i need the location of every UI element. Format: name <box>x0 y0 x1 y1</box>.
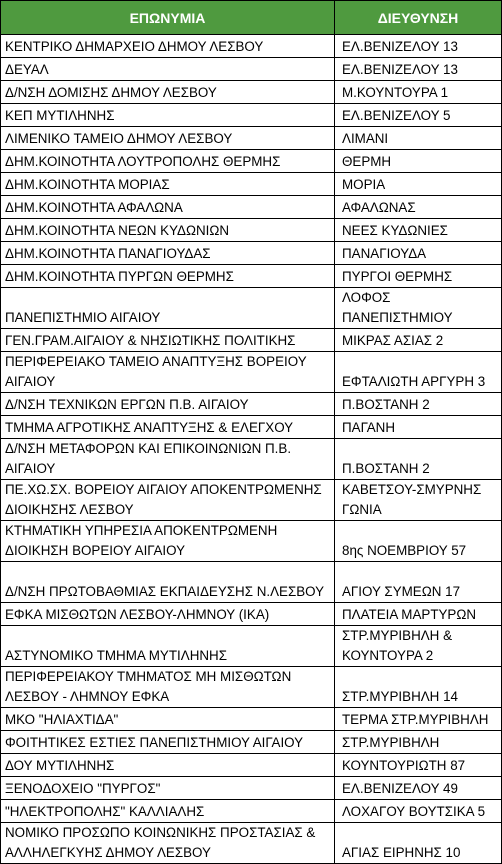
cell-address: ΑΓΙΟΥ ΣΥΜΕΩΝ 17 <box>335 562 502 603</box>
table-row <box>1 562 502 603</box>
table-row <box>1 127 502 150</box>
cell-address: ΕΛ.ΒΕΝΙΖΕΛΟΥ 5 <box>335 104 502 127</box>
table-row <box>1 35 502 58</box>
cell-name: ΠΕΡΙΦΕΡΕΙΑΚΟ ΤΑΜΕΙΟ ΑΝΑΠΤΥΞΗΣ ΒΟΡΕΙΟΥ ΑΙΓΑΙΟΥ <box>1 352 335 393</box>
table-row <box>1 265 502 288</box>
cell-address: ΝΕΕΣ ΚΥΔΩΝΙΕΣ <box>335 219 502 242</box>
cell-name: ΕΦΚΑ ΜΙΣΘΩΤΩΝ ΛΕΣΒΟΥ-ΛΗΜΝΟΥ (ΙΚΑ) <box>1 603 335 626</box>
cell-address: ΚΑΒΕΤΣΟΥ-ΣΜΥΡΝΗΣ ΓΩΝΙΑ <box>335 480 502 521</box>
table-row <box>1 731 502 754</box>
cell-address: ΛΙΜΑΝΙ <box>335 127 502 150</box>
cell-address: Π.ΒΟΣΤΑΝΗ 2 <box>335 393 502 416</box>
cell-address: ΠΛΑΤΕΙΑ ΜΑΡΤΥΡΩΝ <box>335 603 502 626</box>
cell-name: ΚΕΝΤΡΙΚΟ ΔΗΜΑΡΧΕΙΟ ΔΗΜΟΥ ΛΕΣΒΟΥ <box>1 35 335 58</box>
cell-name: ΓΕΝ.ΓΡΑΜ.ΑΙΓΑΙΟΥ & ΝΗΣΙΩΤΙΚΗΣ ΠΟΛΙΤΙΚΗΣ <box>1 329 335 352</box>
table-row <box>1 521 502 562</box>
cell-name: ΚΤΗΜΑΤΙΚΗ ΥΠΗΡΕΣΙΑ ΑΠΟΚΕΝΤΡΩΜΕΝΗ ΔΙΟΙΚΗΣΗ ΒΟΡΕΙΟΥ ΑΙΓΑΙΟΥ <box>1 521 335 562</box>
table-row <box>1 58 502 81</box>
cell-name: "ΗΛΕΚΤΡΟΠΟΛΗΣ" ΚΑΛΛΙΑΛΗΣ <box>1 800 335 823</box>
table-body <box>1 35 502 864</box>
cell-name: Δ/ΝΣΗ ΠΡΩΤΟΒΑΘΜΙΑΣ ΕΚΠΑΙΔΕΥΣΗΣ Ν.ΛΕΣΒΟΥ <box>1 562 335 603</box>
table-row <box>1 196 502 219</box>
cell-address: ΕΛ.ΒΕΝΙΖΕΛΟΥ 49 <box>335 777 502 800</box>
table-row <box>1 329 502 352</box>
table-row <box>1 416 502 439</box>
cell-address: ΛΟΧΑΓΟΥ ΒΟΥΤΣΙΚΑ 5 <box>335 800 502 823</box>
cell-name: ΚΕΠ ΜΥΤΙΛΗΝΗΣ <box>1 104 335 127</box>
table-row <box>1 667 502 708</box>
table-row <box>1 603 502 626</box>
cell-name: ΔΗΜ.ΚΟΙΝΟΤΗΤΑ ΑΦΑΛΩΝΑ <box>1 196 335 219</box>
cell-name: ΝΟΜΙΚΟ ΠΡΟΣΩΠΟ ΚΟΙΝΩΝΙΚΗΣ ΠΡΟΣΤΑΣΙΑΣ & ΑΛΛΗΛΕΓΚΥΗΣ ΔΗΜΟΥ ΛΕΣΒΟΥ <box>1 823 335 864</box>
cell-name: ΠΕ.ΧΩ.ΣΧ. ΒΟΡΕΙΟΥ ΑΙΓΑΙΟΥ ΑΠΟΚΕΝΤΡΩΜΕΝΗΣ ΔΙΟΙΚΗΣΗΣ ΛΕΣΒΟΥ <box>1 480 335 521</box>
cell-address: 8ης ΝΟΕΜΒΡΙΟΥ 57 <box>335 521 502 562</box>
cell-name: ΜΚΟ "ΗΛΙΑΧΤΙΔΑ" <box>1 708 335 731</box>
cell-address: ΕΦΤΑΛΙΩΤΗ ΑΡΓΥΡΗ 3 <box>335 352 502 393</box>
cell-name: ΞΕΝΟΔΟΧΕΙΟ "ΠΥΡΓΟΣ" <box>1 777 335 800</box>
cell-name: ΦΟΙΤΗΤΙΚΕΣ ΕΣΤΙΕΣ ΠΑΝΕΠΙΣΤΗΜΙΟΥ ΑΙΓΑΙΟΥ <box>1 731 335 754</box>
table-row <box>1 81 502 104</box>
cell-name: ΑΣΤΥΝΟΜΙΚΟ ΤΜΗΜΑ ΜΥΤΙΛΗΝΗΣ <box>1 626 335 667</box>
header-row <box>1 1 502 35</box>
column-header-address: ΔΙΕΥΘΥΝΣΗ <box>335 1 502 35</box>
cell-address: ΤΕΡΜΑ ΣΤΡ.ΜΥΡΙΒΗΛΗ <box>335 708 502 731</box>
cell-name: ΔΗΜ.ΚΟΙΝΟΤΗΤΑ ΛΟΥΤΡΟΠΟΛΗΣ ΘΕΡΜΗΣ <box>1 150 335 173</box>
cell-name: Δ/ΝΣΗ ΔΟΜΙΣΗΣ ΔΗΜΟΥ ΛΕΣΒΟΥ <box>1 81 335 104</box>
cell-name: ΔΗΜ.ΚΟΙΝΟΤΗΤΑ ΝΕΩΝ ΚΥΔΩΝΙΩΝ <box>1 219 335 242</box>
cell-address: ΜΙΚΡΑΣ ΑΣΙΑΣ 2 <box>335 329 502 352</box>
cell-name: ΔΕΥΑΛ <box>1 58 335 81</box>
cell-address: Π.ΒΟΣΤΑΝΗ 2 <box>335 439 502 480</box>
cell-address: ΣΤΡ.ΜΥΡΙΒΗΛΗ <box>335 731 502 754</box>
table-row <box>1 777 502 800</box>
cell-address: ΕΛ.ΒΕΝΙΖΕΛΟΥ 13 <box>335 35 502 58</box>
cell-address: ΠΑΝΑΓΙΟΥΔΑ <box>335 242 502 265</box>
table-row <box>1 219 502 242</box>
table-row <box>1 393 502 416</box>
table-row <box>1 173 502 196</box>
cell-address: ΣΤΡ.ΜΥΡΙΒΗΛΗ & ΚΟΥΝΤΟΥΡΑ 2 <box>335 626 502 667</box>
cell-address: Μ.ΚΟΥΝΤΟΥΡΑ 1 <box>335 81 502 104</box>
cell-address: ΑΓΙΑΣ ΕΙΡΗΝΗΣ 10 <box>335 823 502 864</box>
cell-address: ΠΑΓΑΝΗ <box>335 416 502 439</box>
table-row <box>1 480 502 521</box>
cell-address: ΜΟΡΙΑ <box>335 173 502 196</box>
cell-address: ΑΦΑΛΩΝΑΣ <box>335 196 502 219</box>
table-row <box>1 288 502 329</box>
table-row <box>1 104 502 127</box>
table-row <box>1 439 502 480</box>
table-row <box>1 150 502 173</box>
cell-name: ΠΑΝΕΠΙΣΤΗΜΙΟ ΑΙΓΑΙΟΥ <box>1 288 335 329</box>
cell-address: ΠΥΡΓΟΙ ΘΕΡΜΗΣ <box>335 265 502 288</box>
table-row <box>1 352 502 393</box>
cell-name: ΤΜΗΜΑ ΑΓΡΟΤΙΚΗΣ ΑΝΑΠΤΥΞΗΣ & ΕΛΕΓΧΟΥ <box>1 416 335 439</box>
table-row <box>1 754 502 777</box>
cell-address: ΕΛ.ΒΕΝΙΖΕΛΟΥ 13 <box>335 58 502 81</box>
cell-name: ΔΗΜ.ΚΟΙΝΟΤΗΤΑ ΜΟΡΙΑΣ <box>1 173 335 196</box>
cell-address: ΘΕΡΜΗ <box>335 150 502 173</box>
table-row <box>1 708 502 731</box>
table-row <box>1 242 502 265</box>
cell-name: Δ/ΝΣΗ ΤΕΧΝΙΚΩΝ ΕΡΓΩΝ Π.Β. ΑΙΓΑΙΟΥ <box>1 393 335 416</box>
cell-name: Δ/ΝΣΗ ΜΕΤΑΦΟΡΩΝ ΚΑΙ ΕΠΙΚΟΙΝΩΝΙΩΝ Π.Β. ΑΙΓΑΙΟΥ <box>1 439 335 480</box>
table-row <box>1 626 502 667</box>
cell-name: ΛΙΜΕΝΙΚΟ ΤΑΜΕΙΟ ΔΗΜΟΥ ΛΕΣΒΟΥ <box>1 127 335 150</box>
cell-address: ΛΟΦΟΣ ΠΑΝΕΠΙΣΤΗΜΙΟΥ <box>335 288 502 329</box>
cell-name: ΔΟΥ ΜΥΤΙΛΗΝΗΣ <box>1 754 335 777</box>
cell-name: ΔΗΜ.ΚΟΙΝΟΤΗΤΑ ΠΥΡΓΩΝ ΘΕΡΜΗΣ <box>1 265 335 288</box>
cell-address: ΣΤΡ.ΜΥΡΙΒΗΛΗ 14 <box>335 667 502 708</box>
table-row <box>1 823 502 864</box>
cell-name: ΔΗΜ.ΚΟΙΝΟΤΗΤΑ ΠΑΝΑΓΙΟΥΔΑΣ <box>1 242 335 265</box>
table-row <box>1 800 502 823</box>
column-header-name: ΕΠΩΝΥΜΙΑ <box>1 1 335 35</box>
cell-address: ΚΟΥΝΤΟΥΡΙΩΤΗ 87 <box>335 754 502 777</box>
cell-name: ΠΕΡΙΦΕΡΕΙΑΚΟΥ ΤΜΗΜΑΤΟΣ ΜΗ ΜΙΣΘΩΤΩΝ ΛΕΣΒΟΥ - ΛΗΜΝΟΥ ΕΦΚΑ <box>1 667 335 708</box>
